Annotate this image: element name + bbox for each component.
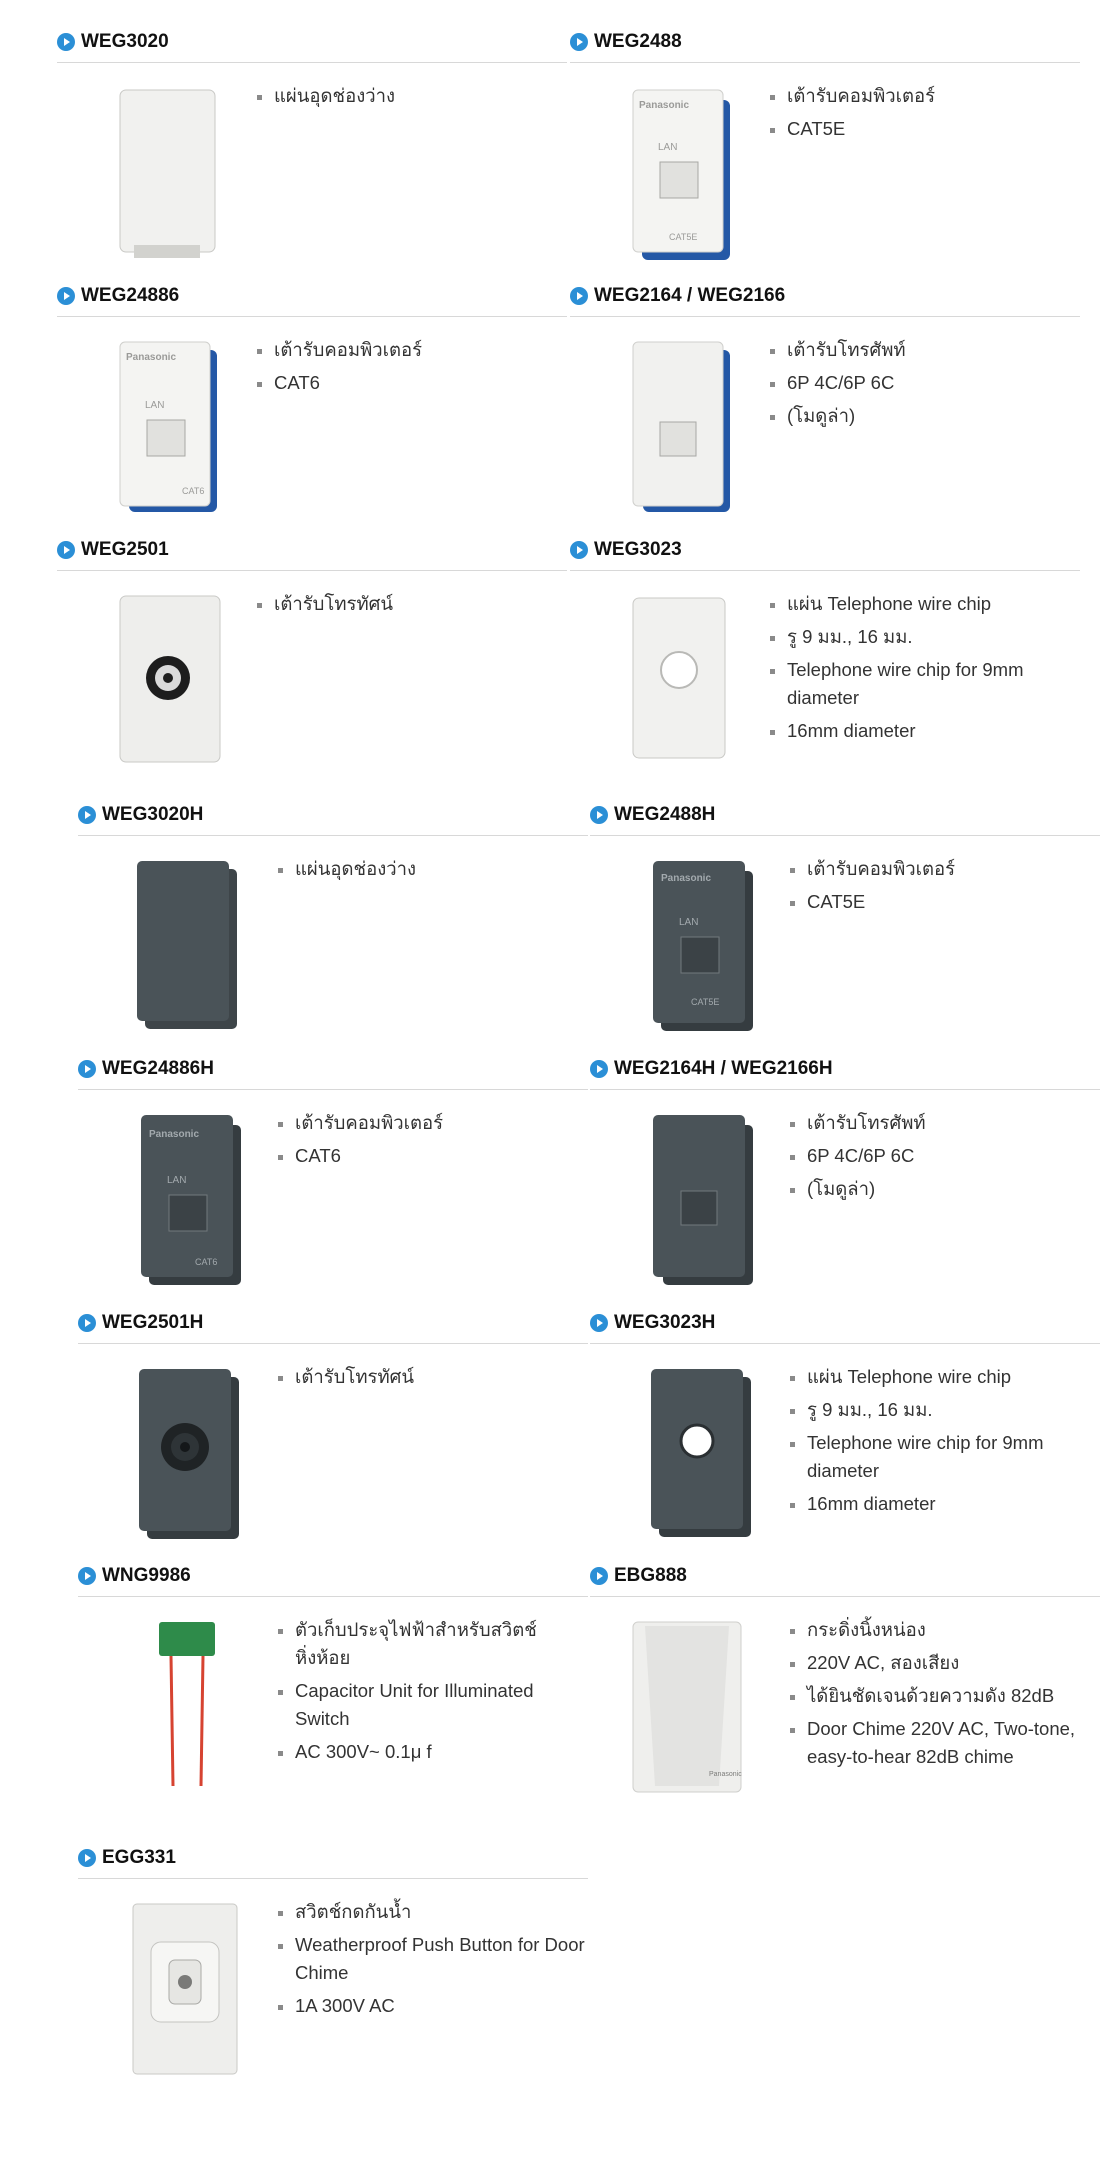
arrow-icon (57, 287, 75, 305)
divider (57, 316, 567, 317)
feature-item: (โมดูล่า) (790, 1175, 1100, 1203)
cat-label: CAT5E (669, 232, 698, 242)
feature-item: CAT6 (278, 1142, 588, 1170)
product-code: WEG3020H (102, 804, 204, 825)
arrow-icon (590, 1314, 608, 1332)
feature-item: เต้ารับโทรศัพท์ (770, 336, 1080, 364)
feature-item: 16mm diameter (770, 717, 1080, 745)
lan-label: LAN (658, 142, 678, 153)
feature-list (790, 855, 1100, 921)
door-chime-image (615, 1616, 755, 1796)
feature-list (278, 1109, 588, 1175)
divider (78, 1878, 588, 1879)
product-code: EBG888 (614, 1565, 687, 1586)
feature-item: เต้ารับโทรศัพท์ (790, 1109, 1100, 1137)
product-egg331 (78, 1846, 588, 2016)
feature-item: Telephone wire chip for 9mm diameter (790, 1429, 1100, 1485)
brand-label: Panasonic (709, 1771, 742, 1778)
product-weg24886h (78, 1057, 588, 1267)
divider (57, 62, 567, 63)
feature-list (257, 82, 567, 115)
feature-list (257, 590, 567, 623)
divider (590, 1089, 1100, 1090)
feature-list (770, 82, 1080, 148)
feature-item: 16mm diameter (790, 1490, 1100, 1518)
product-code: WEG3023H (614, 1312, 716, 1333)
wire-chip-white-image (615, 590, 735, 770)
product-code: WEG3020 (81, 31, 169, 52)
feature-item: CAT6 (257, 369, 567, 397)
brand-label: Panasonic (661, 873, 712, 884)
brand-label: Panasonic (149, 1129, 200, 1140)
product-code: WEG2164H / WEG2166H (614, 1058, 833, 1079)
cat-label: CAT6 (195, 1257, 218, 1267)
divider (570, 62, 1080, 63)
product-weg2164 (570, 284, 1080, 426)
telephone-outlet-white-image (615, 336, 735, 516)
product-ebg888 (590, 1564, 1100, 1778)
lan-label: LAN (145, 400, 165, 411)
arrow-icon (57, 33, 75, 51)
feature-list (790, 1616, 1100, 1776)
cat-label: CAT5E (691, 997, 720, 1007)
divider (570, 570, 1080, 571)
feature-item: รู 9 มม., 16 มม. (770, 623, 1080, 651)
push-button-image (106, 1898, 256, 2078)
divider (590, 1596, 1100, 1597)
product-code: WEG2501 (81, 539, 169, 560)
feature-list (790, 1363, 1100, 1523)
divider (78, 835, 588, 836)
product-code: WEG3023 (594, 539, 682, 560)
feature-item: 220V AC, สองเสียง (790, 1649, 1100, 1677)
brand-label: Panasonic (639, 100, 690, 111)
product-code: WEG24886H (102, 1058, 214, 1079)
feature-item: Capacitor Unit for Illuminated Switch (278, 1677, 588, 1733)
lan-label: LAN (679, 917, 699, 928)
feature-item: CAT5E (770, 115, 1080, 143)
product-code: EGG331 (102, 1847, 176, 1868)
product-weg2488 (570, 30, 1080, 242)
arrow-icon (570, 287, 588, 305)
feature-list (278, 855, 588, 888)
product-weg2501h (78, 1311, 588, 1387)
arrow-icon (570, 33, 588, 51)
feature-list (770, 590, 1080, 750)
feature-item: สวิตช์กดกันน้ำ (278, 1898, 588, 1926)
feature-item: ตัวเก็บประจุไฟฟ้าสำหรับสวิตช์หิ่งห้อย (278, 1616, 588, 1672)
arrow-icon (57, 541, 75, 559)
tv-outlet-grey-image (123, 1363, 243, 1543)
feature-item: เต้ารับคอมพิวเตอร์ (257, 336, 567, 364)
arrow-icon (590, 1567, 608, 1585)
product-code: WEG2501H (102, 1312, 204, 1333)
lan-label: LAN (167, 1175, 187, 1186)
arrow-icon (78, 1314, 96, 1332)
feature-item: ได้ยินชัดเจนด้วยความดัง 82dB (790, 1682, 1100, 1710)
lan-outlet-cat6-white-image (102, 336, 222, 516)
feature-list (790, 1109, 1100, 1208)
product-code: WEG24886 (81, 285, 180, 306)
product-weg2501 (57, 538, 567, 614)
feature-list (770, 336, 1080, 435)
product-weg3023h (590, 1311, 1100, 1514)
tv-outlet-white-image (102, 590, 222, 770)
feature-item: (โมดูล่า) (770, 402, 1080, 430)
divider (57, 570, 567, 571)
arrow-icon (590, 1060, 608, 1078)
product-weg2164h (590, 1057, 1100, 1199)
divider (590, 1343, 1100, 1344)
feature-item: แผ่นอุดช่องว่าง (257, 82, 567, 110)
arrow-icon (78, 1567, 96, 1585)
divider (590, 835, 1100, 836)
feature-item: เต้ารับคอมพิวเตอร์ (770, 82, 1080, 110)
product-wng9986 (78, 1564, 588, 1762)
blank-plate-white-image (102, 82, 222, 262)
divider (78, 1343, 588, 1344)
product-weg3023 (570, 538, 1080, 741)
feature-item: เต้ารับคอมพิวเตอร์ (278, 1109, 588, 1137)
product-weg3020 (57, 30, 567, 106)
lan-outlet-cat5e-white-image (615, 82, 735, 262)
product-code: WNG9986 (102, 1565, 191, 1586)
product-code: WEG2488H (614, 804, 716, 825)
feature-list (278, 1616, 588, 1771)
arrow-icon (78, 1060, 96, 1078)
feature-item: 6P 4C/6P 6C (770, 369, 1080, 397)
feature-list (278, 1898, 588, 2025)
arrow-icon (590, 806, 608, 824)
blank-plate-grey-image (123, 855, 243, 1035)
brand-label: Panasonic (126, 352, 177, 363)
feature-item: Door Chime 220V AC, Two-tone, easy-to-hear 82dB chime (790, 1715, 1100, 1771)
feature-item: 1A 300V AC (278, 1992, 588, 2020)
feature-list (278, 1363, 588, 1396)
product-code: WEG2164 / WEG2166 (594, 285, 786, 306)
feature-item: แผ่น Telephone wire chip (770, 590, 1080, 618)
lan-outlet-cat5e-grey-image (635, 855, 755, 1035)
feature-item: เต้ารับคอมพิวเตอร์ (790, 855, 1100, 883)
capacitor-unit-image (123, 1616, 243, 1796)
feature-item: กระดิ่งนิ้งหน่อง (790, 1616, 1100, 1644)
feature-item: เต้ารับโทรทัศน์ (257, 590, 567, 618)
feature-list (257, 336, 567, 402)
feature-item: แผ่นอุดช่องว่าง (278, 855, 588, 883)
divider (570, 316, 1080, 317)
lan-outlet-cat6-grey-image (123, 1109, 243, 1289)
feature-item: CAT5E (790, 888, 1100, 916)
telephone-outlet-grey-image (635, 1109, 755, 1289)
product-weg24886 (57, 284, 567, 496)
feature-item: AC 300V~ 0.1μ f (278, 1738, 588, 1766)
product-weg3020h (78, 803, 588, 879)
product-code: WEG2488 (594, 31, 682, 52)
divider (78, 1596, 588, 1597)
divider (78, 1089, 588, 1090)
feature-item: Telephone wire chip for 9mm diameter (770, 656, 1080, 712)
arrow-icon (78, 1849, 96, 1867)
wire-chip-grey-image (635, 1363, 755, 1543)
feature-item: Weatherproof Push Button for Door Chime (278, 1931, 588, 1987)
arrow-icon (78, 806, 96, 824)
feature-item: แผ่น Telephone wire chip (790, 1363, 1100, 1391)
feature-item: เต้ารับโทรทัศน์ (278, 1363, 588, 1391)
arrow-icon (570, 541, 588, 559)
product-weg2488h (590, 803, 1100, 1007)
cat-label: CAT6 (182, 486, 205, 496)
feature-item: 6P 4C/6P 6C (790, 1142, 1100, 1170)
feature-item: รู 9 มม., 16 มม. (790, 1396, 1100, 1424)
